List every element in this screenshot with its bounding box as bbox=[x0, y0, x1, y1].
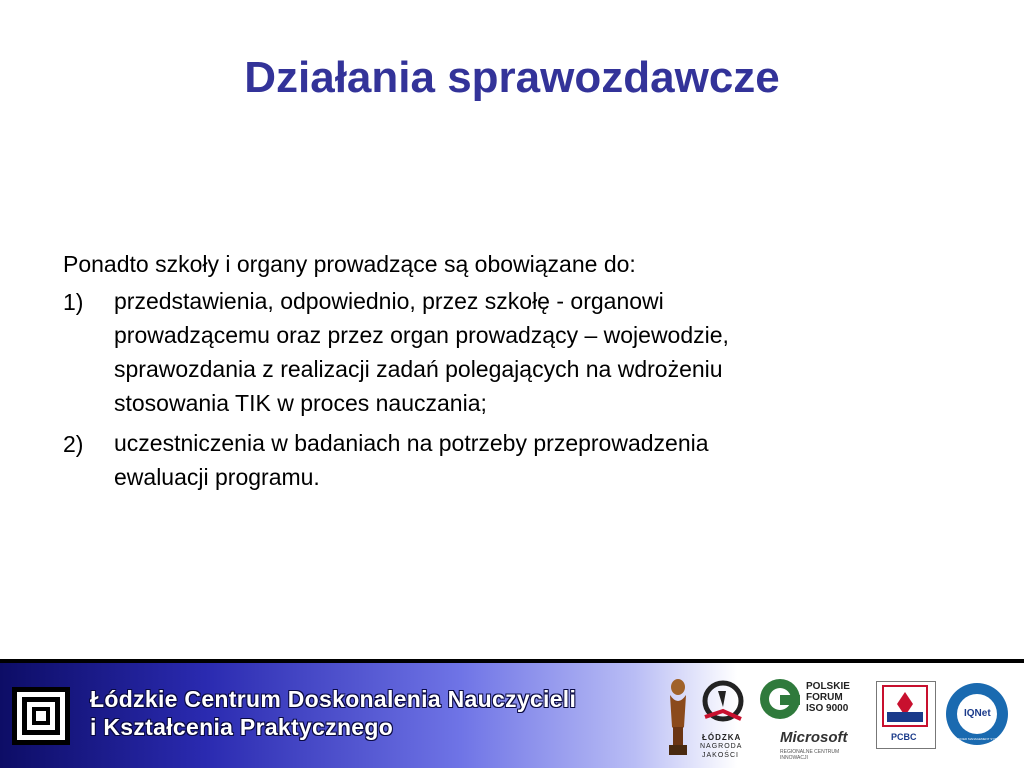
award-text-1: ŁÓDZKA bbox=[702, 733, 742, 742]
iqnet-text: IQNet bbox=[964, 708, 991, 719]
slide-title: Działania sprawozdawcze bbox=[244, 53, 780, 102]
lodzka-nagroda-jakosci-logo bbox=[698, 677, 748, 765]
iqnet-certified-logo bbox=[944, 681, 1010, 747]
microsoft-logo bbox=[780, 729, 866, 759]
microsoft-subtitle: REGIONALNE CENTRUM INNOWACJI bbox=[780, 749, 840, 761]
org-name-line-2: i Kształcenia Praktycznego bbox=[90, 714, 394, 740]
slide-body bbox=[63, 246, 923, 494]
lcdnikp-logo-icon bbox=[12, 687, 70, 745]
pcbc-eagle-icon bbox=[877, 682, 933, 732]
award-text-3: JAKOŚCI bbox=[702, 752, 739, 759]
award-text-2: NAGRODA bbox=[700, 743, 743, 750]
iso-forum-icon bbox=[758, 677, 802, 721]
list-item-1 bbox=[63, 284, 923, 420]
pcbc-logo bbox=[876, 681, 936, 749]
list-item-line: stosowania TIK w proces nauczania; bbox=[114, 390, 487, 416]
footer-banner bbox=[0, 663, 1024, 768]
quality-award-icon bbox=[698, 677, 748, 733]
intro-text: Ponadto szkoły i organy prowadzące są obowiązane do: bbox=[63, 251, 636, 277]
list-item-line: sprawozdania z realizacji zadań polegających na wdrożeniu bbox=[114, 356, 723, 382]
list-item-line: prowadzącemu oraz przez organ prowadzący – wojewodzie, bbox=[114, 322, 729, 348]
list-item-2 bbox=[63, 426, 923, 494]
iso-text-1: POLSKIE bbox=[806, 681, 850, 692]
polskie-forum-iso-logo bbox=[758, 677, 862, 723]
iso-text-3: ISO 9000 bbox=[806, 703, 849, 714]
iso-text-2: FORUM bbox=[806, 692, 843, 703]
list-item-line: ewaluacji programu. bbox=[114, 464, 320, 490]
organization-name bbox=[90, 685, 576, 741]
trophy-icon bbox=[664, 677, 692, 759]
microsoft-wordmark: Microsoft bbox=[780, 729, 848, 746]
list-item-number: 1) bbox=[63, 289, 84, 315]
list-item-line: uczestniczenia w badaniach na potrzeby przeprowadzenia bbox=[114, 430, 709, 456]
org-name-line-1: Łódzkie Centrum Doskonalenia Nauczycieli bbox=[90, 686, 577, 712]
pcbc-text: PCBC bbox=[891, 732, 917, 742]
list-item-line: przedstawienia, odpowiednio, przez szkołę - organowi bbox=[114, 288, 664, 314]
list-item-number: 2) bbox=[63, 431, 84, 457]
certified-ring-text: CERTIFIED MANAGEMENT SYSTEM bbox=[951, 737, 1003, 741]
